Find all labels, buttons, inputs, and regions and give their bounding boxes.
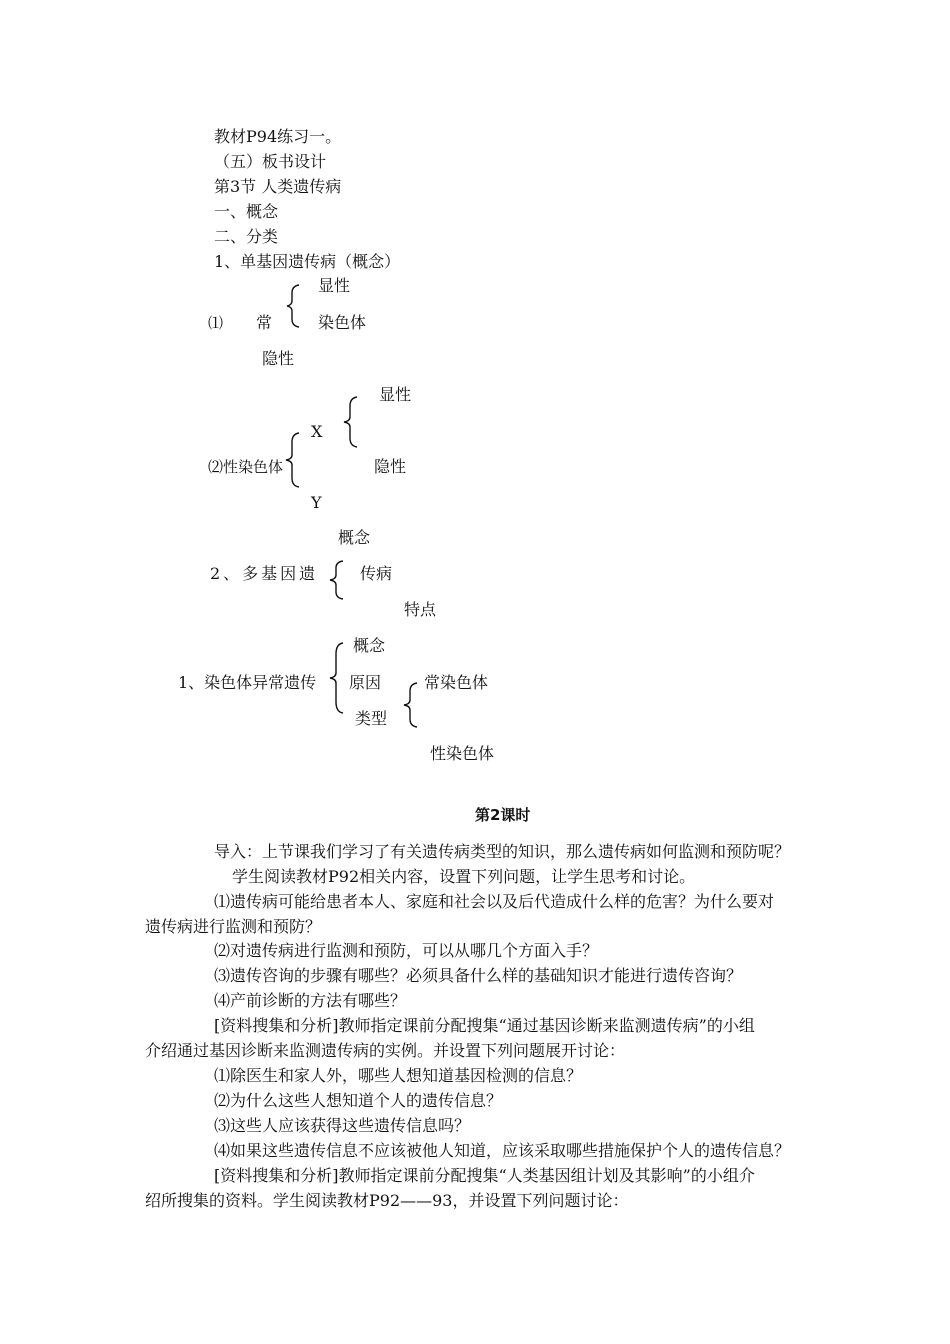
discussion-3: ⑶这些人应该获得这些遗传信息吗？	[214, 1116, 471, 1135]
chrom-concept: 概念	[353, 636, 386, 655]
single-gene-heading: 1、单基因遗传病（概念）	[214, 252, 401, 271]
question-1b: 遗传病进行监测和预防？	[145, 917, 322, 936]
chrom-brace	[328, 642, 348, 714]
poly-feature: 特点	[404, 600, 437, 619]
chrom-cause: 原因	[349, 673, 382, 692]
resource-2b: 绍所搜集的资料。学生阅读教材P92——93，并设置下列问题讨论：	[145, 1191, 629, 1210]
resource-1a: [资料搜集和分析]教师指定课前分配搜集“通过基因诊断来监测遗传病”的小组	[214, 1016, 755, 1035]
auto-chang: 常	[256, 313, 273, 332]
exercise-line: 教材P94练习一。	[214, 127, 342, 146]
question-2: ⑵对遗传病进行监测和预防，可以从哪几个方面入手？	[214, 941, 599, 960]
auto-chromosome: 染色体	[318, 313, 367, 332]
sex-brace	[284, 432, 304, 488]
section-title: 第3节 人类遗传病	[214, 177, 342, 196]
auto-recessive: 隐性	[262, 349, 295, 368]
design-heading: （五）板书设计	[214, 152, 327, 171]
resource-1b: 介绍通过基因诊断来监测遗传病的实例。并设置下列问题展开讨论：	[145, 1041, 626, 1060]
resource-2a: [资料搜集和分析]教师指定课前分配搜集“人类基因组计划及其影响”的小组介	[214, 1166, 755, 1185]
chrom-sex: 性染色体	[430, 744, 495, 763]
discussion-2: ⑵为什么这些人想知道个人的遗传信息？	[214, 1091, 503, 1110]
question-1a: ⑴遗传病可能给患者本人、家庭和社会以及后代造成什么样的危害？为什么要对	[214, 892, 775, 911]
sex-y: Y	[311, 493, 322, 512]
sex-x: X	[311, 422, 323, 441]
sex-label: ⑵性染色体	[208, 458, 284, 476]
discussion-1: ⑴除医生和家人外，哪些人想知道基因检测的信息？	[214, 1066, 583, 1085]
discussion-4: ⑷如果这些遗传信息不应该被他人知道，应该采取哪些措施保护个人的遗传信息？	[214, 1141, 791, 1160]
auto-brace	[285, 284, 305, 328]
poly-label: 2、多基因遗	[210, 564, 319, 583]
classification-heading: 二、分类	[214, 227, 279, 246]
sex-x-brace	[342, 396, 362, 448]
chrom-type-brace	[402, 682, 422, 728]
sex-recessive: 隐性	[374, 457, 407, 476]
question-3: ⑶遗传咨询的步骤有哪些？必须具备什么样的基础知识才能进行遗传咨询？	[214, 966, 743, 985]
sex-dominant: 显性	[379, 385, 412, 404]
poly-disease: 传病	[360, 564, 393, 583]
lesson2-reading: 学生阅读教材P92相关内容，设置下列问题，让学生思考和讨论。	[232, 867, 696, 886]
auto-dominant: 显性	[318, 276, 351, 295]
chrom-label: 1、染色体异常遗传	[178, 673, 317, 692]
poly-concept: 概念	[338, 528, 371, 547]
question-4: ⑷产前诊断的方法有哪些？	[214, 991, 407, 1010]
concept-heading: 一、概念	[214, 202, 279, 221]
chrom-autosome: 常染色体	[424, 673, 489, 692]
auto-num: ⑴	[208, 314, 224, 332]
lesson2-intro: 导入：上节课我们学习了有关遗传病类型的知识，那么遗传病如何监测和预防呢？	[214, 842, 791, 861]
chrom-type: 类型	[355, 709, 388, 728]
lesson2-title: 第2课时	[475, 806, 531, 824]
poly-brace	[328, 560, 348, 600]
